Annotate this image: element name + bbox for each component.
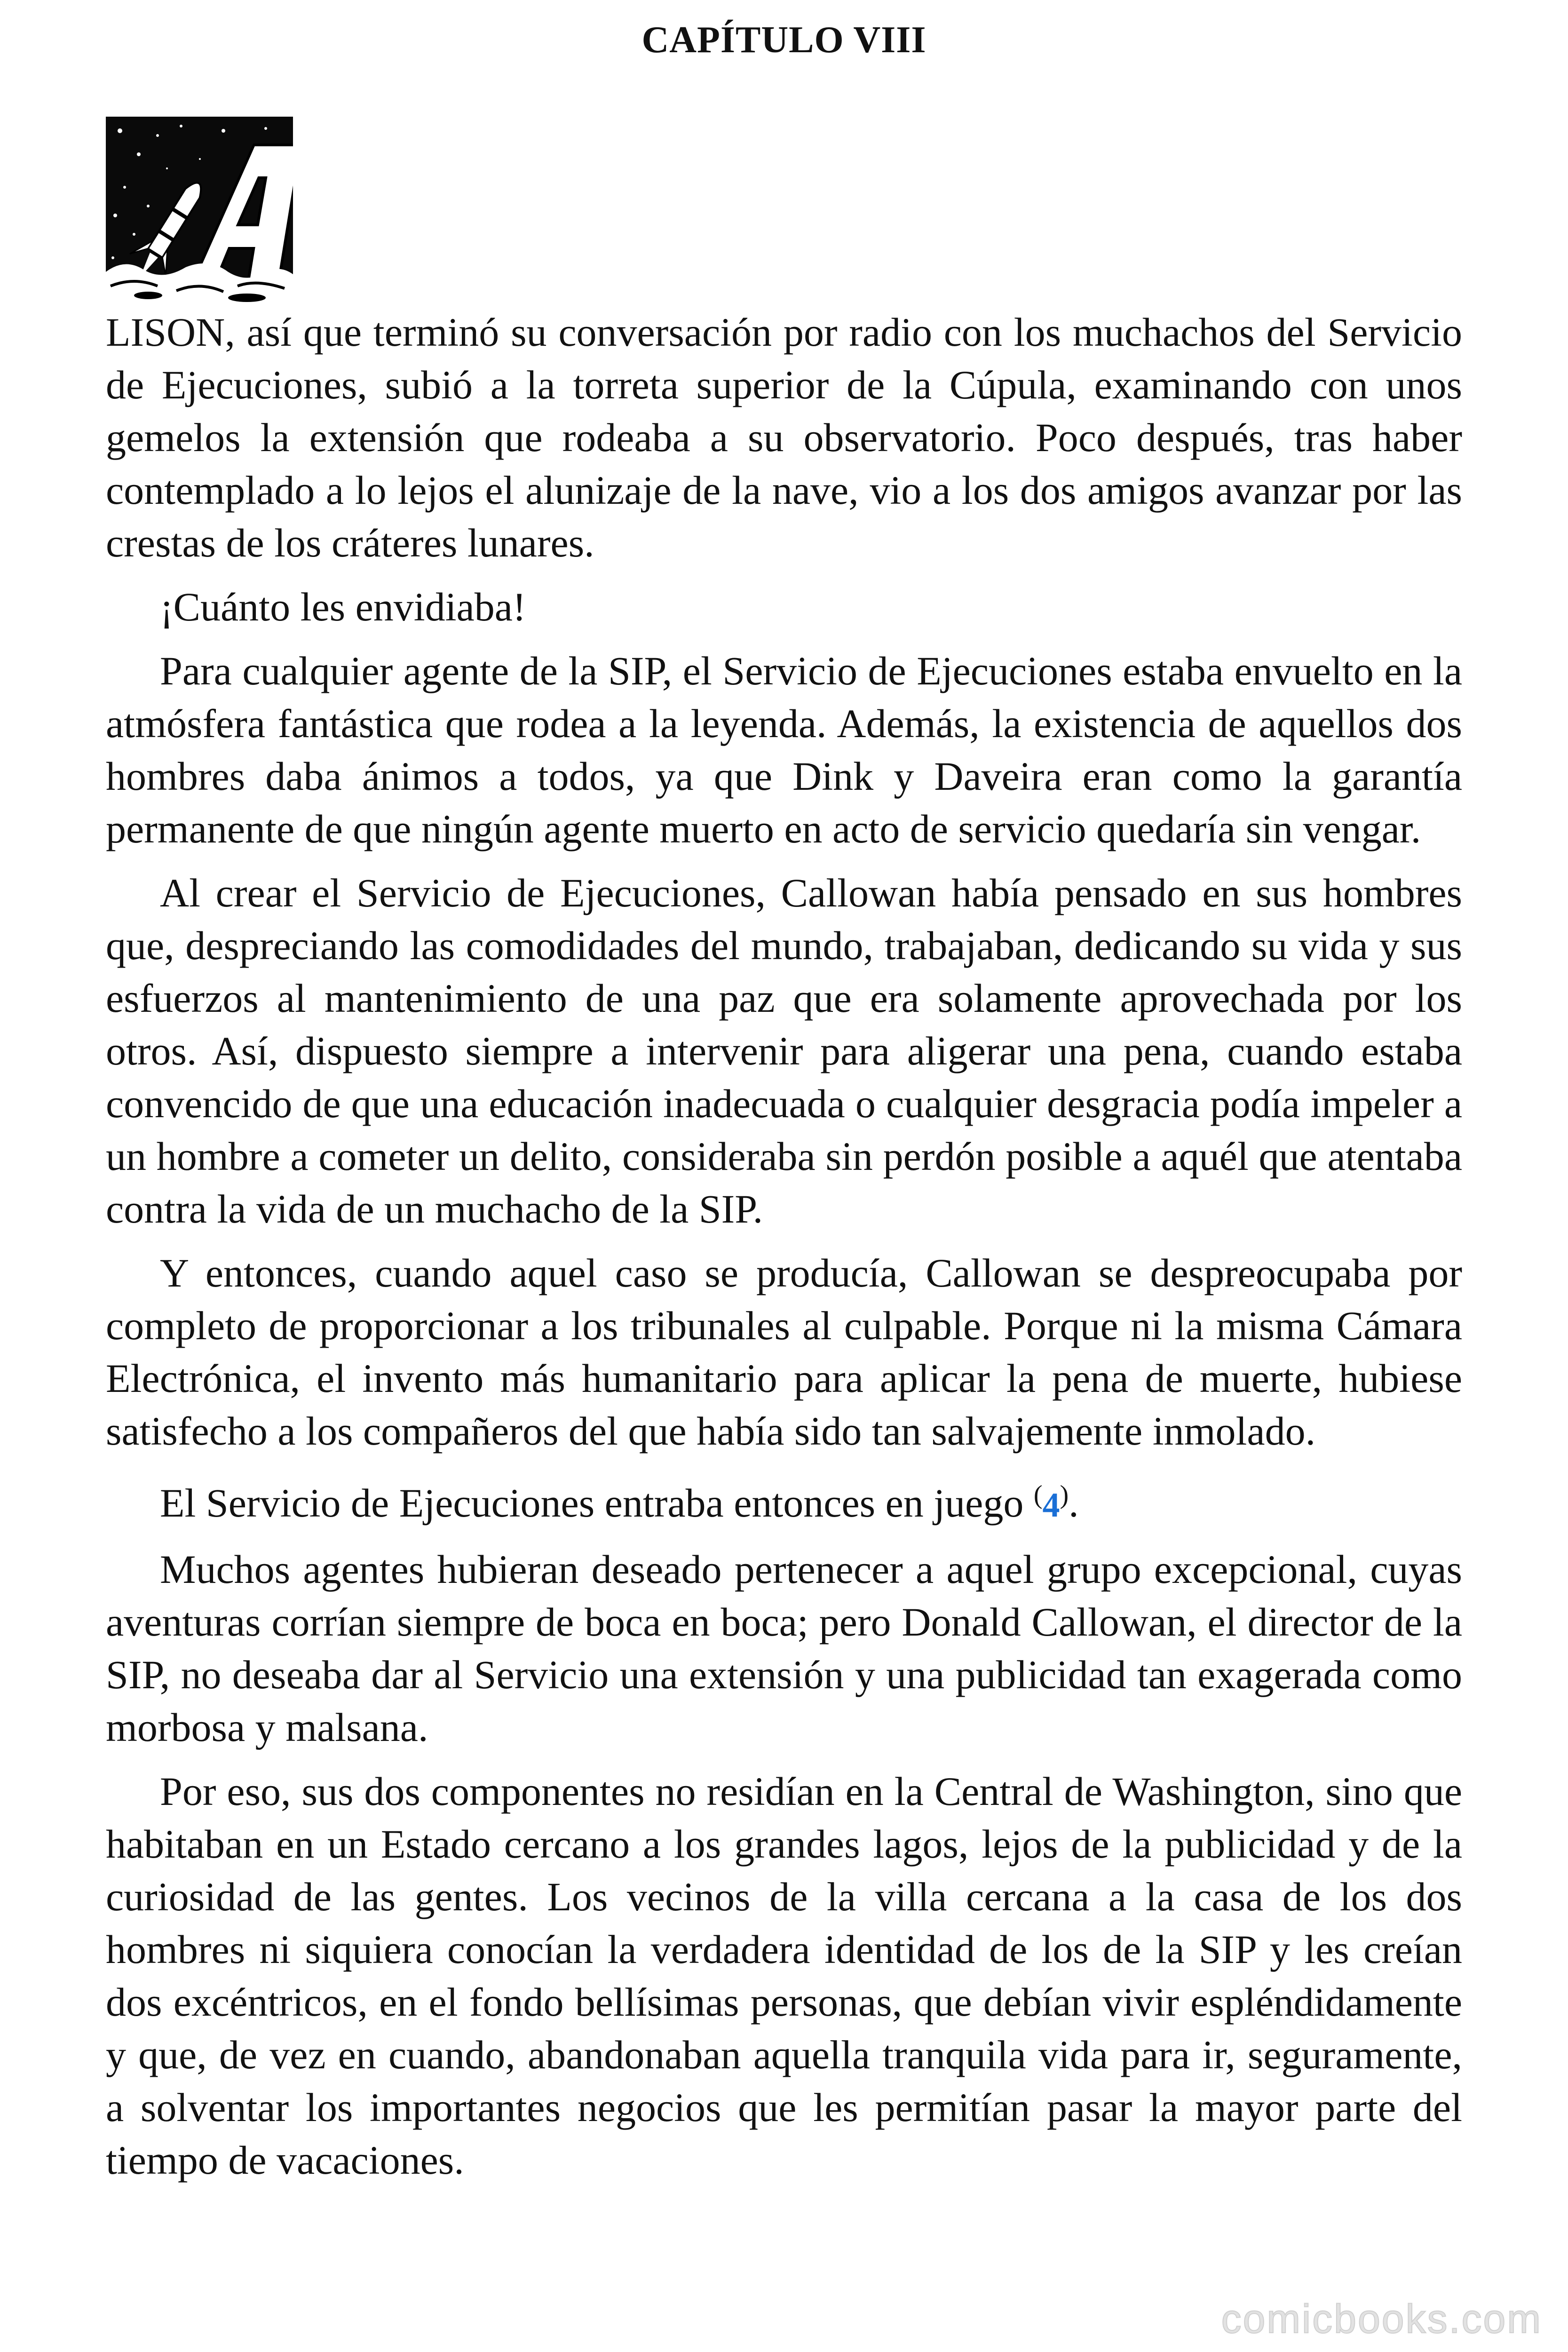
paragraph-3: Para cualquier agente de la SIP, el Servicio de Ejecuciones estaba envuelto en la atmósfera fantástica que rodea a la leyenda. Además, la existencia de aquellos dos hombres daba ánimos a todos, ya que Dink y Daveira eran como la garantía permanente de que ningún agente muerto en acto de servicio quedaría sin vengar. xyxy=(106,648,1462,851)
paragraph-2: ¡Cuánto les envidiaba! xyxy=(160,584,526,629)
footnote-open-paren: ( xyxy=(1033,1480,1043,1510)
paragraph-1: LISON, así que terminó su conversación por radio con los muchachos del Servicio de Ejecuciones, subió a la torreta superior de la Cúpula, examinando con unos gemelos la extensión que rodeaba a su observatorio. Poco después, tras haber contemplado a lo lejos el alunizaje de la nave, vio a los dos amigos avanzar por las crestas de los cráteres lunares. xyxy=(106,310,1462,565)
paragraph-5: Y entonces, cuando aquel caso se producía, Callowan se despreocupaba por completo de proporcionar a los tribunales al culpable. Porque ni la misma Cámara Electrónica, el invento más humanitario para aplicar la pena de muerte, hubiese satisfecho a los compañeros del que había sido tan salvajemente inmolado. xyxy=(106,1250,1462,1454)
paragraph-4: Al crear el Servicio de Ejecuciones, Callowan había pensado en sus hombres que, despreciando las comodidades del mundo, trabajaban, dedicando su vida y sus esfuerzos al mantenimiento de una paz que era solamente aprovechada por los otros. Así, dispuesto siempre a intervenir para aligerar una pena, cuando estaba convencido de que una educación inadecuada o cualquier desgracia podía impeler a un hombre a cometer un delito, consideraba sin perdón posible a aquél que atentaba contra la vida de un muchacho de la SIP. xyxy=(106,870,1462,1232)
chapter-title: CAPÍTULO VIII xyxy=(641,19,927,61)
paragraph-6 xyxy=(106,1469,1462,1532)
chapter-body xyxy=(106,306,1462,2198)
rocket-moon-icon xyxy=(106,117,293,304)
drop-cap-illustration xyxy=(106,117,293,304)
watermark: comicbooks.com xyxy=(1221,2296,1542,2342)
paragraph-6-text: El Servicio de Ejecuciones entraba entonces en juego xyxy=(160,1480,1034,1526)
paragraph-8: Por eso, sus dos componentes no residían en la Central de Washington, sino que habitaban en un Estado cercano a los grandes lagos, lejos de la publicidad y de la curiosidad de las gentes. Los vecinos de la villa cercana a la casa de los dos hombres ni siquiera conocían la verdadera identidad de los de la SIP y les creían dos excéntricos, en el fondo bellísimas personas, que debían vivir espléndidamente y que, de vez en cuando, abandonaban aquella tranquila vida para ir, seguramente, a solventar los importantes negocios que les permitían pasar la mayor parte del tiempo de vacaciones. xyxy=(106,1769,1462,2183)
paragraph-6-end: . xyxy=(1069,1480,1079,1526)
paragraph-7: Muchos agentes hubieran deseado pertenecer a aquel grupo excepcional, cuyas aventuras corrían siempre de boca en boca; pero Donald Callowan, el director de la SIP, no deseaba dar al Servicio una extensión y una publicidad tan exagerada como morbosa y malsana. xyxy=(106,1547,1462,1750)
footnote-close-paren: ) xyxy=(1060,1480,1069,1510)
footnote-link[interactable]: 4 xyxy=(1042,1486,1060,1525)
